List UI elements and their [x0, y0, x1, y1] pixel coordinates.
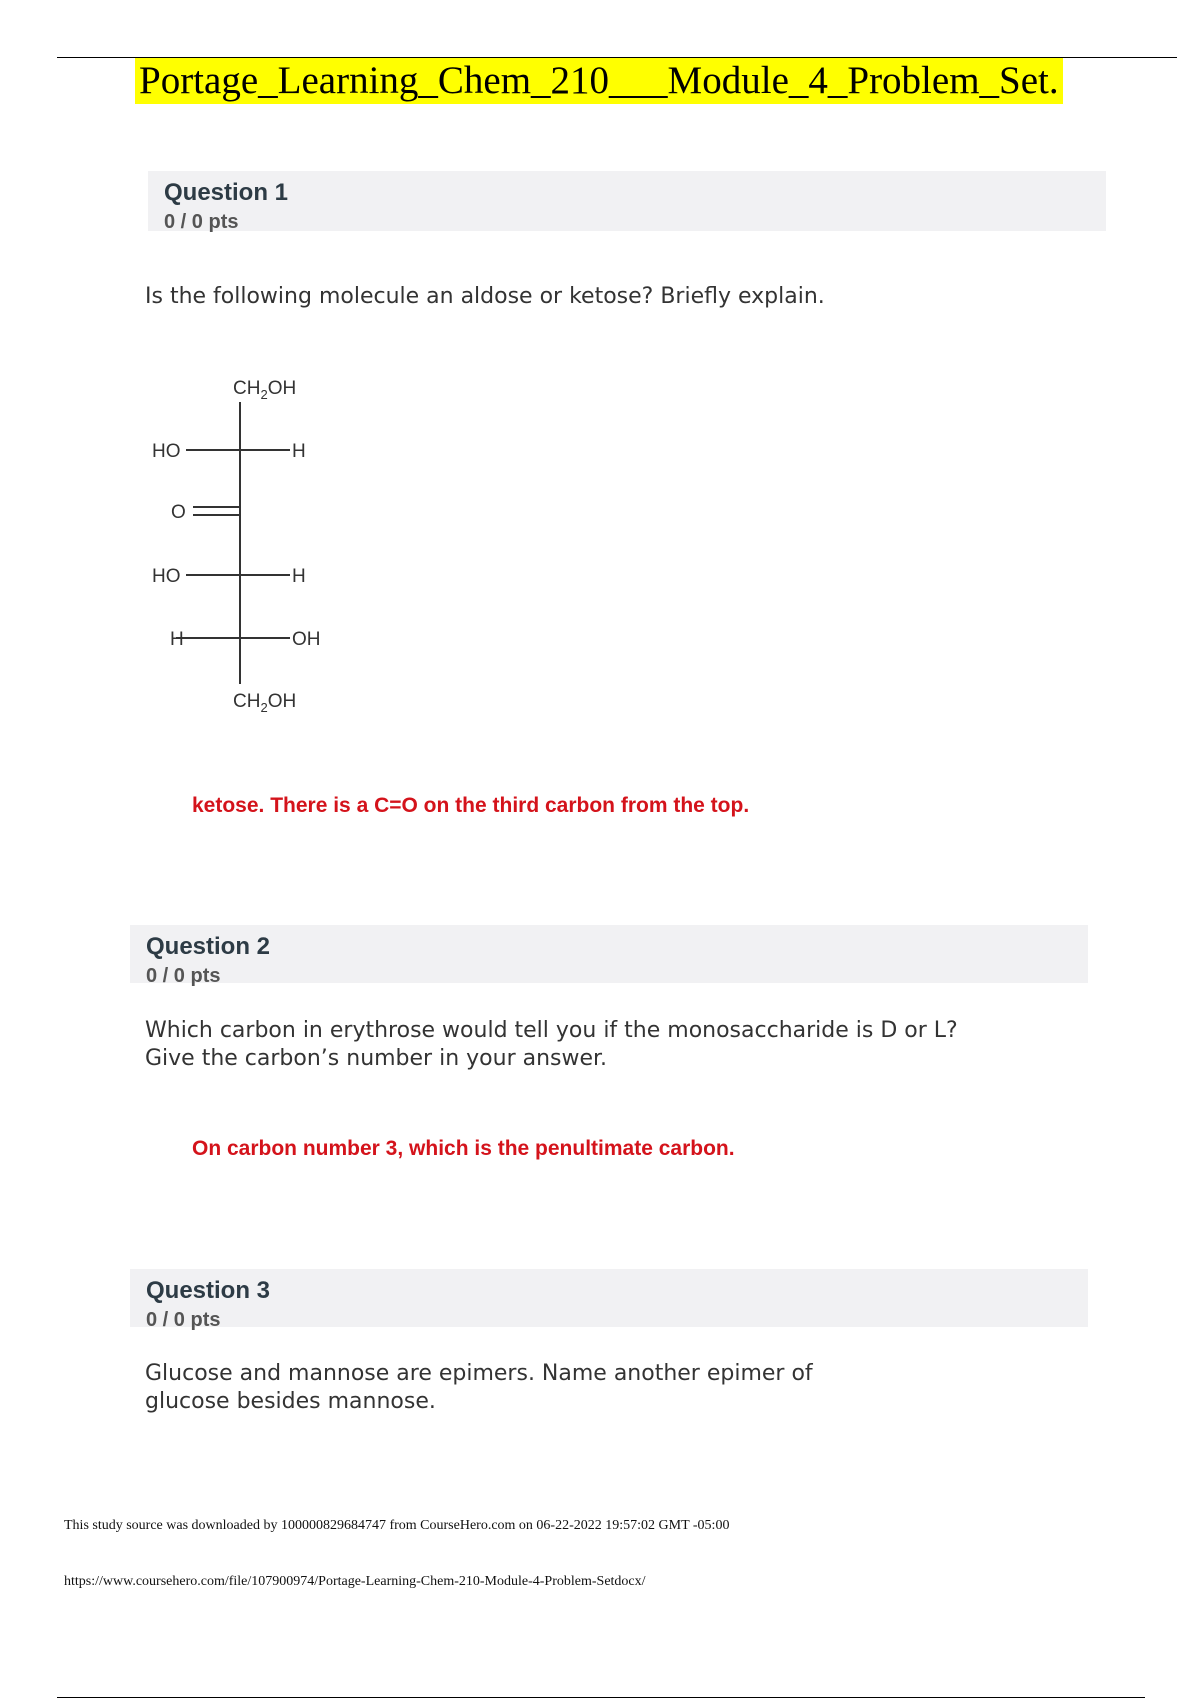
- bottom-ch2oh-label: $CH_2OH$: [233, 691, 297, 715]
- question-2-text-line-1: Which carbon in erythrose would tell you if the monosaccharide is D or L?: [145, 1018, 958, 1043]
- question-1-points: 0 / 0 pts: [164, 211, 239, 233]
- question-1-text: Is the following molecule an aldose or ketose? Briefly explain.: [145, 284, 825, 309]
- question-2-label: Question 2: [146, 933, 271, 960]
- question-1-answer: ketose. There is a C=O on the third carbon from the top.: [192, 794, 750, 817]
- document-title: Portage_Learning_Chem_210___Module_4_Problem_Set.: [135, 58, 1063, 104]
- question-2-answer: On carbon number 3, which is the penultimate carbon.: [192, 1137, 735, 1160]
- question-1-header: [148, 171, 1106, 231]
- question-2-text: [145, 1017, 958, 1073]
- row-4-right: OH: [292, 629, 321, 650]
- question-3-text-line-2: glucose besides mannose.: [145, 1389, 436, 1414]
- row-4-left: H: [170, 629, 184, 650]
- source-url[interactable]: https://www.coursehero.com/file/107900974/Portage-Learning-Chem-210-Module-4-Problem-Setdocx/: [64, 1574, 646, 1589]
- question-3-points: 0 / 0 pts: [146, 1309, 221, 1331]
- question-3-text-line-1: Glucose and mannose are epimers. Name another epimer of: [145, 1361, 813, 1386]
- download-source-note: This study source was downloaded by 100000829684747 from CourseHero.com on 06-22-2022 19:57:02 GMT -05:00: [64, 1518, 730, 1533]
- row-1-right: H: [292, 441, 306, 462]
- fischer-projection: [140, 372, 340, 722]
- question-2-text-line-2: Give the carbon’s number in your answer.: [145, 1046, 608, 1071]
- question-3-text: [145, 1360, 813, 1416]
- carbonyl-oxygen: O: [171, 502, 186, 523]
- top-ch2oh-label: $CH_2OH$: [233, 378, 297, 402]
- question-3-header: [130, 1269, 1088, 1331]
- question-1-label: Question 1: [164, 179, 289, 206]
- question-3-label: Question 3: [146, 1277, 271, 1304]
- row-1-left: HO: [152, 441, 181, 462]
- row-3-left: HO: [152, 566, 181, 587]
- row-3-right: H: [292, 566, 306, 587]
- question-2-points: 0 / 0 pts: [146, 965, 221, 987]
- question-2-header: [130, 925, 1088, 987]
- bottom-rule: [57, 1697, 1145, 1698]
